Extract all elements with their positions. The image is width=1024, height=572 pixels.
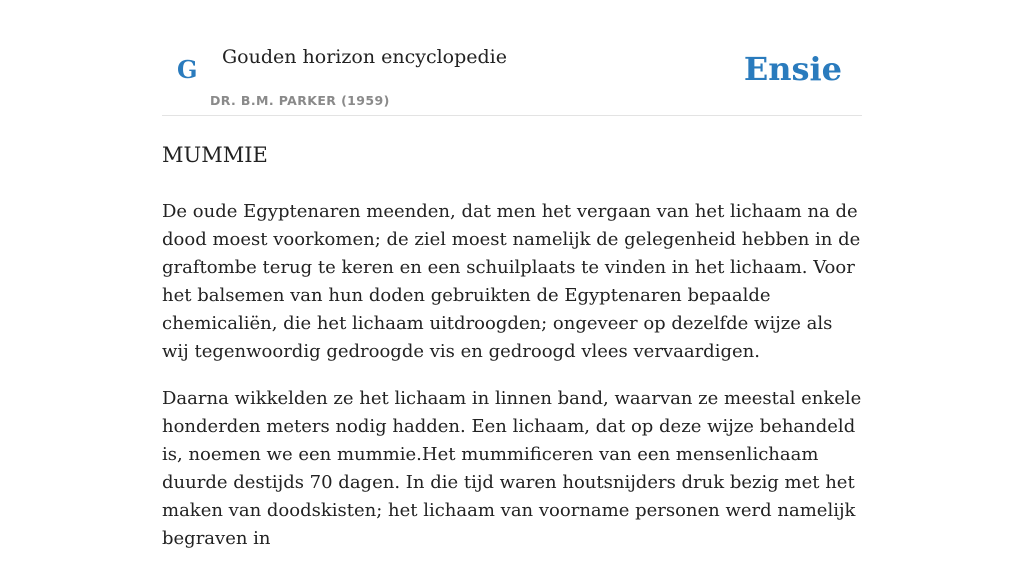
source-title[interactable]: Gouden horizon encyclopedie	[222, 46, 507, 68]
article-paragraph-1: De oude Egyptenaren meenden, dat men het vergaan van het lichaam na de dood moest voorkomen; de ziel moest namelijk de gelegenheid hebben in de graftombe terug te keren en een schuilplaats te vinden in het lichaam. Voor het balsemen van hun doden gebruikten de Egyptenaren bepaalde chemicaliën, die het lichaam uitdroogden; ongeveer op dezelfde wijze als wij tegenwoordig gedroogde vis en gedroogd vlees vervaardigen.	[162, 201, 861, 362]
ensie-logo-link[interactable]: Ensie	[743, 50, 842, 88]
article-title: MUMMIE	[162, 143, 268, 167]
article	[162, 139, 862, 572]
source-header	[162, 30, 862, 116]
article-paragraph-2: Daarna wikkelden ze het lichaam in linnen band, waarvan ze meestal enkele honderden meters nodig hadden. Een lichaam, dat op deze wijze behandeld is, noemen we een mummie.Het mummificeren van een mensenlichaam duurde destijds 70 dagen. In die tijd waren houtsnijders druk bezig met het maken van doodskisten; het lichaam van voorname personen werd namelijk begraven in	[162, 388, 862, 549]
source-author: DR. B.M. PARKER (1959)	[210, 93, 390, 108]
source-logo[interactable]: G	[177, 55, 198, 84]
